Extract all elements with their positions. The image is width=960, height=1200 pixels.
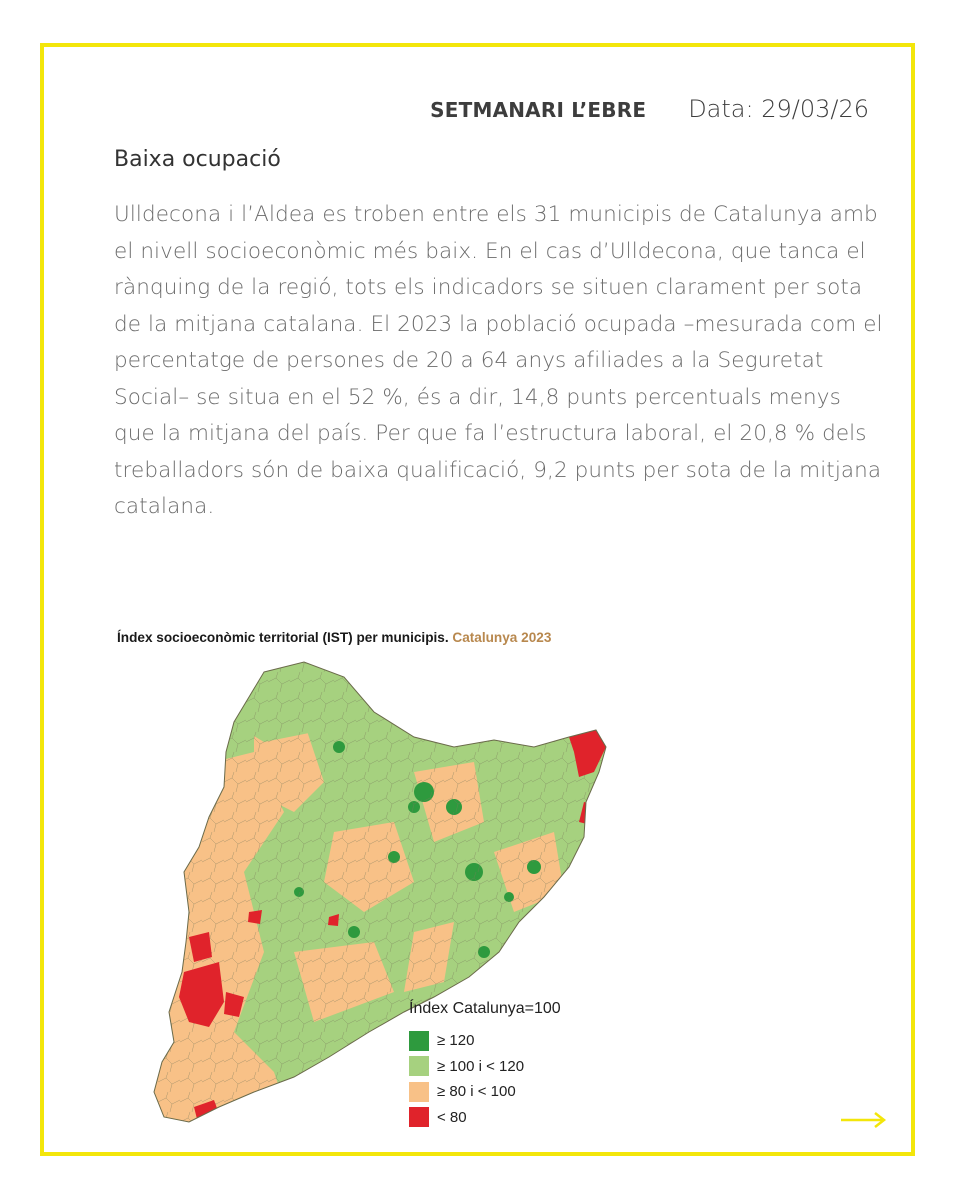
legend-swatch-red bbox=[409, 1107, 429, 1127]
legend-swatch-dark-green bbox=[409, 1031, 429, 1051]
legend-item bbox=[409, 1054, 561, 1080]
card-frame bbox=[40, 43, 915, 1156]
arrow-right-icon[interactable] bbox=[839, 1110, 887, 1130]
map-title bbox=[117, 630, 551, 645]
article-body: Ulldecona i l’Aldea es troben entre els 31 municipis de Catalunya amb el nivell socioeconòmic més baix. En el cas d’Ulldecona, que tanca el rànquing de la regió, tots els indicadors se situen clarament per sota de la mitjana catalana. El 2023 la població ocupada –mesurada com el percentatge de persones de 20 a 64 anys afiliades a la Seguretat Social– se situa en el 52 %, és a dir, 14,8 punts percentuals menys que la mitjana del país. Per que fa l’estructura laboral, el 20,8 % dels treballadors són de baixa qualificació, 9,2 punts per sota de la mitjana catalana. bbox=[114, 202, 883, 519]
legend-label: < 80 bbox=[437, 1108, 467, 1126]
legend-item bbox=[409, 1105, 561, 1131]
publication-name: SETMANARI L’EBRE bbox=[430, 98, 647, 122]
header bbox=[430, 95, 869, 123]
publication-date: Data: 29/03/26 bbox=[688, 95, 869, 123]
legend-title: Índex Catalunya=100 bbox=[409, 1000, 561, 1017]
legend-label: ≥ 100 i < 120 bbox=[437, 1057, 525, 1075]
catalonia-map bbox=[114, 652, 654, 1132]
map-title-year: Catalunya 2023 bbox=[452, 630, 552, 645]
legend-swatch-light-green bbox=[409, 1056, 429, 1076]
legend-item bbox=[409, 1079, 561, 1105]
legend-swatch-orange bbox=[409, 1082, 429, 1102]
legend-label: ≥ 80 i < 100 bbox=[437, 1083, 516, 1101]
map-title-text: Índex socioeconòmic territorial (IST) per municipis. bbox=[117, 630, 449, 645]
map-legend bbox=[409, 1000, 561, 1130]
legend-item bbox=[409, 1028, 561, 1054]
article-title: Baixa ocupació bbox=[114, 147, 281, 172]
legend-label: ≥ 120 bbox=[437, 1032, 475, 1050]
